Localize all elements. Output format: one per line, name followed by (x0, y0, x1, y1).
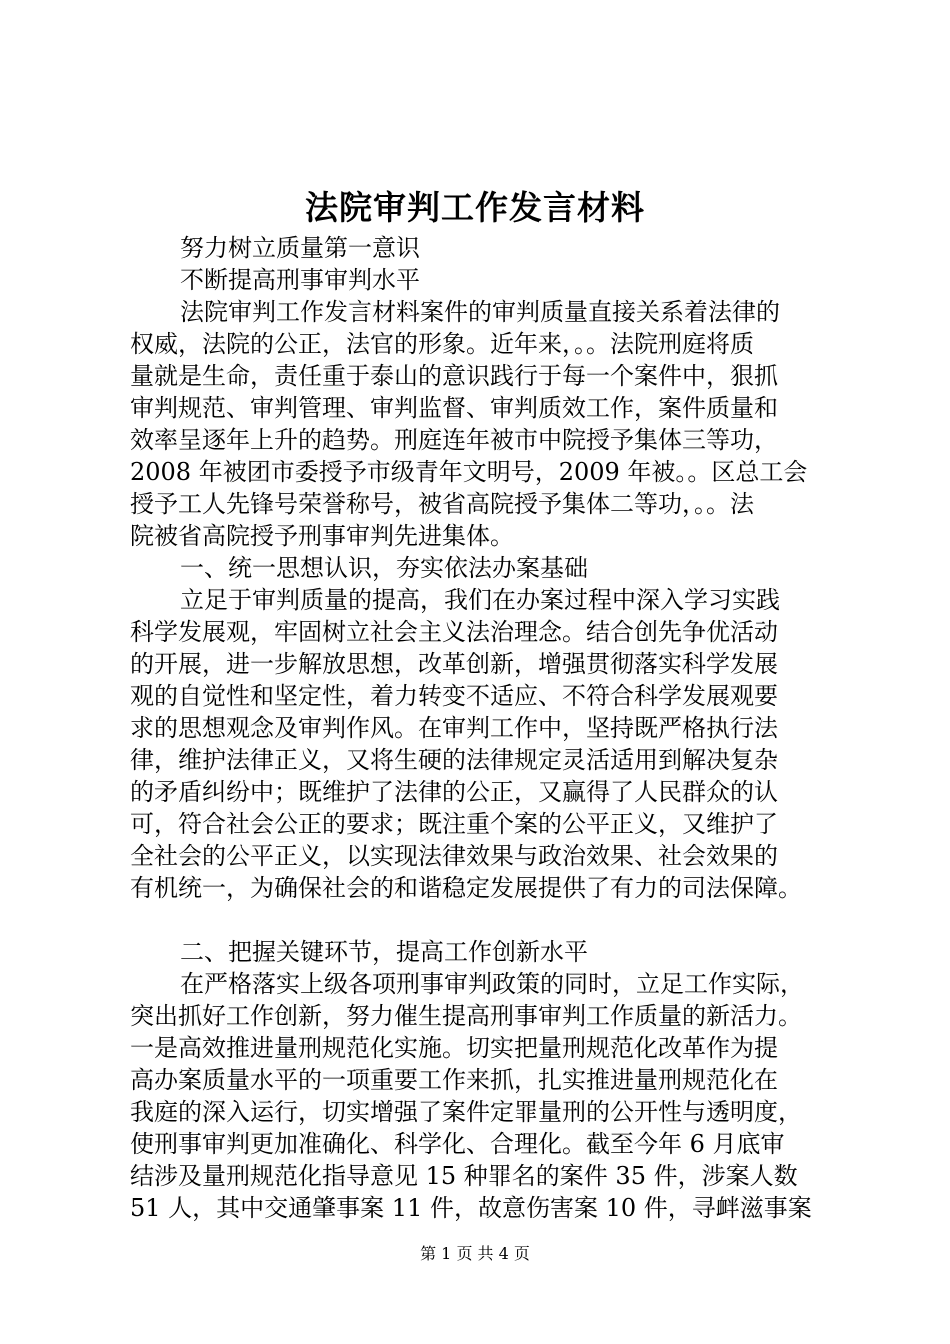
text-line: 立足于审判质量的提高，我们在办案过程中深入学习实践 (180, 586, 780, 614)
text-line: 全社会的公平正义，以实现法律效果与政治效果、社会效果的 (130, 842, 778, 870)
text-line: 院被省高院授予刑事审判先进集体。 (130, 522, 514, 550)
text-line: 在严格落实上级各项刑事审判政策的同时，立足工作实际， (180, 970, 804, 998)
text-line: 51 人，其中交通肇事案 11 件，故意伤害案 10 件，寻衅滋事案 (130, 1194, 812, 1222)
text-line: 使刑事审判更加准确化、科学化、合理化。截至今年 6 月底审 (130, 1130, 785, 1158)
text-line: 观的自觉性和坚定性，着力转变不适应、不符合科学发展观要 (130, 682, 778, 710)
document-body (130, 232, 850, 1224)
text-line: 我庭的深入运行，切实增强了案件定罪量刑的公开性与透明度， (130, 1098, 802, 1126)
text-line: 突出抓好工作创新，努力催生提高刑事审判工作质量的新活力。 (130, 1002, 802, 1030)
page-footer: 第 1 页 共 4 页 (420, 1244, 530, 1263)
text-line: 2008 年被团市委授予市级青年文明号，2009 年被。。区总工会 (130, 458, 808, 486)
document-title: 法院审判工作发言材料 (305, 188, 645, 227)
text-line: 授予工人先锋号荣誉称号，被省高院授予集体二等功，。。法 (130, 490, 754, 518)
text-line: 求的思想观念及审判作风。在审判工作中，坚持既严格执行法 (130, 714, 778, 742)
text-line: 量就是生命，责任重于泰山的意识践行于每一个案件中，狠抓 (130, 362, 778, 390)
text-line: 一是高效推进量刑规范化实施。切实把量刑规范化改革作为提 (130, 1034, 778, 1062)
text-line: 结涉及量刑规范化指导意见 15 种罪名的案件 35 件，涉案人数 (130, 1162, 798, 1190)
text-line: 努力树立质量第一意识 (180, 234, 420, 262)
blank-line (130, 904, 850, 936)
text-line: 高办案质量水平的一项重要工作来抓，扎实推进量刑规范化在 (130, 1066, 778, 1094)
text-line: 效率呈逐年上升的趋势。刑庭连年被市中院授予集体三等功， (130, 426, 778, 454)
text-line: 法院审判工作发言材料案件的审判质量直接关系着法律的 (180, 298, 780, 326)
text-line: 的矛盾纠纷中；既维护了法律的公正，又赢得了人民群众的认 (130, 778, 778, 806)
text-line: 一、统一思想认识，夯实依法办案基础 (180, 554, 588, 582)
text-line: 审判规范、审判管理、审判监督、审判质效工作，案件质量和 (130, 394, 778, 422)
text-line: 不断提高刑事审判水平 (180, 266, 420, 294)
text-line: 二、把握关键环节，提高工作创新水平 (180, 938, 588, 966)
text-line: 律，维护法律正义，又将生硬的法律规定灵活适用到解决复杂 (130, 746, 778, 774)
text-line: 的开展，进一步解放思想，改革创新，增强贯彻落实科学发展 (130, 650, 778, 678)
text-line: 可，符合社会公正的要求；既注重个案的公平正义，又维护了 (130, 810, 778, 838)
text-line: 权威，法院的公正，法官的形象。近年来，。。法院刑庭将质 (130, 330, 754, 358)
text-line: 有机统一，为确保社会的和谐稳定发展提供了有力的司法保障。 (130, 874, 802, 902)
text-line: 科学发展观，牢固树立社会主义法治理念。结合创先争优活动 (130, 618, 778, 646)
